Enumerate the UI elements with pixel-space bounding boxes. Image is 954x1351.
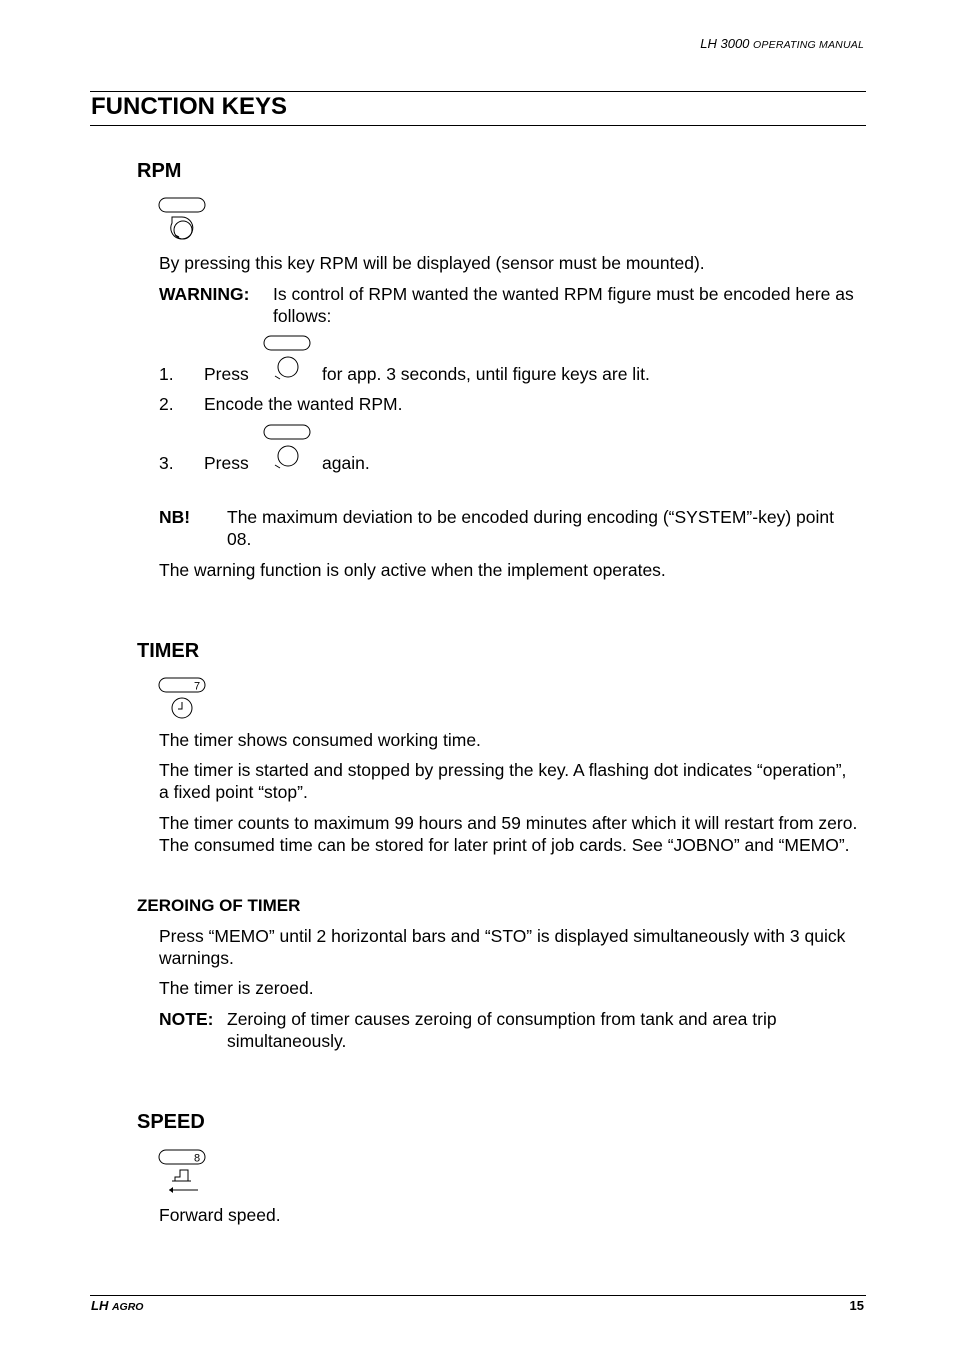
- page-title: FUNCTION KEYS: [91, 93, 288, 120]
- step-3-tail: again.: [322, 453, 370, 473]
- step-3-number: 3.: [159, 453, 174, 473]
- step-3-word: Press: [204, 453, 249, 473]
- footer-brand-sub: AGRO: [111, 1301, 144, 1313]
- footer-rule: [90, 1295, 866, 1296]
- rpm-intro: By pressing this key RPM will be displayed (sensor must be mounted).: [159, 253, 705, 273]
- zeroing-heading: ZEROING OF TIMER: [137, 896, 301, 915]
- rpm-heading: RPM: [137, 160, 182, 182]
- rpm-key-icon: [158, 197, 208, 247]
- timer-p3: The timer counts to maximum 99 hours and 59 minutes after which it will restart from zero. The consumed time can be stored for later print of job cards. See “JOBNO” and “MEMO”.: [159, 813, 858, 855]
- rpm-key-icon-step-3: [263, 424, 313, 474]
- speed-heading: SPEED: [137, 1111, 205, 1133]
- timer-p2: The timer is started and stopped by pressing the key. A flashing dot indicates “operation”, a fixed point “stop”.: [159, 760, 847, 802]
- step-1-word: Press: [204, 364, 249, 384]
- title-rule-bottom: [90, 125, 866, 126]
- rpm-warning: [159, 283, 249, 305]
- header-subtitle: OPERATING MANUAL: [753, 39, 864, 51]
- rpm-closing: The warning function is only active when the implement operates.: [159, 560, 666, 580]
- title-rule-top: [90, 91, 866, 92]
- step-1-number: 1.: [159, 364, 174, 384]
- header-model: LH 3000: [700, 36, 750, 51]
- speed-key-icon: [158, 1149, 208, 1197]
- note-text: Zeroing of timer causes zeroing of consumption from tank and area trip simultaneously.: [227, 1009, 777, 1051]
- footer-brand-name: LH: [91, 1298, 109, 1313]
- timer-key-icon: [158, 677, 208, 722]
- step-1-tail: for app. 3 seconds, until figure keys are lit.: [322, 364, 650, 384]
- nb-text: The maximum deviation to be encoded during encoding (“SYSTEM”-key) point 08.: [227, 507, 834, 549]
- running-header: [700, 36, 864, 51]
- timer-heading: TIMER: [137, 640, 200, 662]
- speed-p1: Forward speed.: [159, 1205, 281, 1225]
- rpm-key-icon-step-1: [263, 335, 313, 385]
- speed-key-number: 8: [194, 1152, 201, 1165]
- footer-brand: [91, 1298, 143, 1313]
- warning-label: WARNING:: [159, 284, 250, 304]
- nb-label: NB!: [159, 507, 191, 527]
- step-2-number: 2.: [159, 394, 174, 414]
- timer-p1: The timer shows consumed working time.: [159, 730, 481, 750]
- step-2-text: Encode the wanted RPM.: [204, 394, 403, 414]
- timer-key-number: 7: [194, 680, 201, 693]
- zeroing-p1: Press “MEMO” until 2 horizontal bars and “STO” is displayed simultaneously with 3 quick warnings.: [159, 926, 846, 968]
- zeroing-p2: The timer is zeroed.: [159, 978, 314, 998]
- page-number: 15: [849, 1298, 864, 1313]
- warning-text: Is control of RPM wanted the wanted RPM figure must be encoded here as follows:: [273, 284, 854, 326]
- note-label: NOTE:: [159, 1009, 214, 1029]
